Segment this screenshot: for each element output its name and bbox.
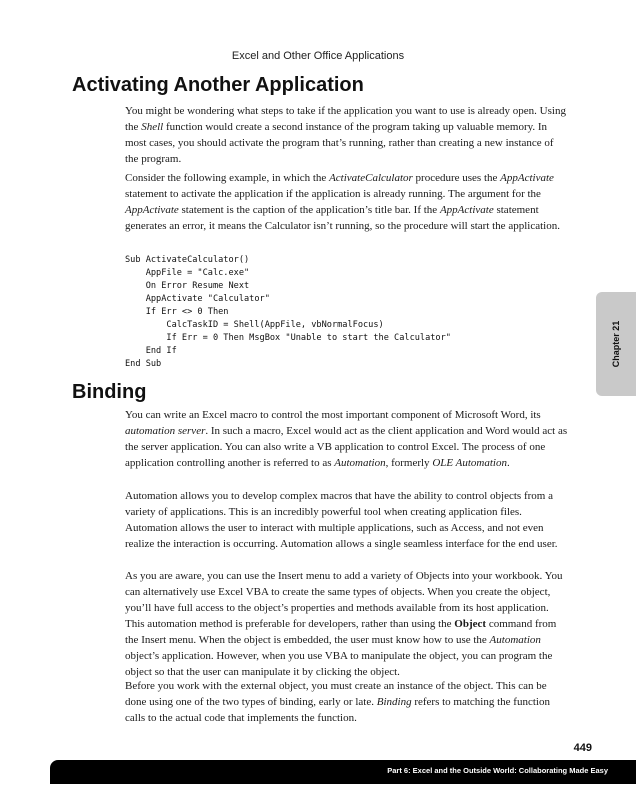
text-run: function would create a second instance of the program taking up valuable memory. In most cases, you should activate the program that’s running, rather than creating a new instance of the program. [125,121,554,165]
text-run: AppActivate [125,204,179,216]
code-line: CalcTaskID = Shell(AppFile, vbNormalFocus) [125,320,384,330]
text-run: AppActivate [500,172,554,184]
text-run: Automation [489,634,541,646]
text-run: , formerly [385,457,433,469]
text-run: You can write an Excel macro to control the most important component of Microsoft Word, its [125,409,541,421]
text-run: statement is the caption of the application’s title bar. If the [178,204,440,216]
footer-bar [50,760,636,784]
part-title: Part 6: Excel and the Outside World: Collaborating Made Easy [387,766,608,775]
paragraph [125,407,569,471]
code-line: End Sub [125,359,162,369]
paragraph [125,170,569,234]
code-line: If Err = 0 Then MsgBox "Unable to start the Calculator" [125,333,451,343]
text-run: Before you work with the external object, you must create an instance of the object. This can be done using one of the two types of binding, early or late. [125,680,547,708]
text-run: You might be wondering what steps to take if the application you want to use is already open. Using the [125,105,566,133]
running-header: Excel and Other Office Applications [231,50,405,62]
code-line: On Error Resume Next [125,281,250,291]
text-run: Object [454,618,487,630]
page-number: 449 [573,742,592,754]
paragraph [125,103,569,167]
code-line: Sub ActivateCalculator() [125,255,250,265]
code-line: If Err <> 0 Then [125,307,229,317]
code-block [125,254,451,371]
text-run: AppActivate [439,204,494,216]
chapter-tab-label: Chapter 21 [611,320,621,368]
paragraph [125,488,569,552]
text-run: Shell [141,121,164,133]
text-run: As you are aware, you can use the Insert menu to add a variety of Objects into your workbook. You can alternatively use Excel VBA to create the same types of objects. When you create the object, you’ll have full access to the object’s properties and methods available from its host application. This automation method is preferable for developers, rather than using the [125,570,563,630]
chapter-tab [596,292,636,396]
text-run: . In such a macro, Excel would act as the client application and Word would act as the server application. You can also write a VB application to control Excel. The process of one application controlling another is referred to as [125,425,568,469]
text-run: ActivateCalculator [329,172,413,184]
text-run: Binding [376,696,412,708]
text-run: refers to matching the function calls to the actual code that implements the function. [125,696,550,724]
text-run: object’s application. However, when you use VBA to manipulate the object, you can program the object so that the user can manipulate it by clicking the object. [125,650,553,678]
text-run: Automation allows you to develop complex macros that have the ability to control objects from a variety of applications. This is an incredibly powerful tool when creating application files. Automation allows the user to interact with multiple applications, such as Access, and not even realize the interaction is occurring. Automation allows a single seamless interface for the end user. [125,490,558,550]
code-line: AppActivate "Calculator" [125,294,270,304]
paragraph [125,678,569,726]
text-run: OLE Automation [432,457,507,469]
code-line: AppFile = "Calc.exe" [125,268,250,278]
text-run: . [506,457,510,469]
paragraph [125,568,569,680]
section-heading-activating: Activating Another Application [72,74,364,96]
code-line: End If [125,346,177,356]
section-heading-binding: Binding [72,381,147,403]
text-run: statement to activate the application if the application is already running. The argument for the [125,188,541,200]
text-run: Consider the following example, in which the [125,172,330,184]
text-run: statement generates an error, it means the Calculator isn’t running, so the procedure will start the application. [125,204,560,232]
text-run: procedure uses the [412,172,501,184]
text-run: Automation [334,457,386,469]
text-run: command from the Insert menu. When the object is embedded, the user must know how to use the [125,618,557,646]
text-run: automation server [125,425,206,437]
